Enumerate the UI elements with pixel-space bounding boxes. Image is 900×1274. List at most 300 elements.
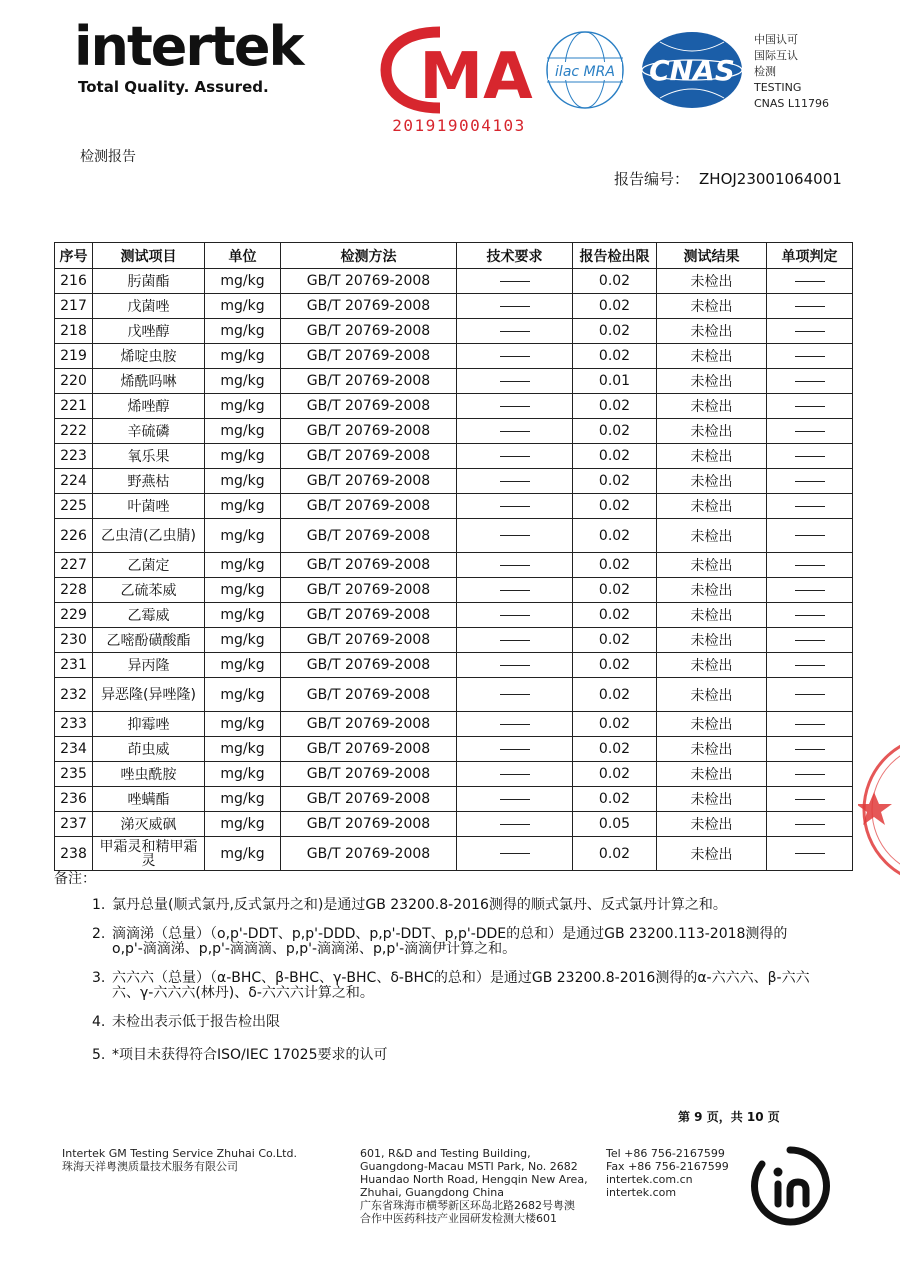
dash-mark <box>500 724 530 725</box>
cell-result: 未检出 <box>657 653 767 678</box>
cell-seq: 217 <box>55 294 93 319</box>
cell-limit: 0.02 <box>573 519 657 553</box>
cell-unit: mg/kg <box>205 469 281 494</box>
dash-mark <box>500 406 530 407</box>
cell-result: 未检出 <box>657 787 767 812</box>
page-number: 第 9 页，共 10 页 <box>678 1110 780 1124</box>
note-number: 4. <box>92 1014 106 1030</box>
cell-seq: 216 <box>55 269 93 294</box>
table-row <box>55 812 853 837</box>
note-number: 1. <box>92 897 106 913</box>
cell-result: 未检出 <box>657 837 767 871</box>
column-header: 技术要求 <box>457 243 573 269</box>
note-number: 5. <box>92 1047 106 1063</box>
dash-mark <box>500 824 530 825</box>
cell-requirement <box>457 394 573 419</box>
dash-mark <box>500 590 530 591</box>
dash-mark <box>795 665 825 666</box>
footer-line: Intertek GM Testing Service Zhuhai Co.Ltd. <box>62 1147 297 1160</box>
report-number <box>614 168 842 189</box>
table-row <box>55 394 853 419</box>
cell-limit: 0.02 <box>573 419 657 444</box>
cell-item: 乙嘧酚磺酸酯 <box>93 628 205 653</box>
dash-mark <box>795 281 825 282</box>
cell-unit: mg/kg <box>205 519 281 553</box>
cell-seq: 219 <box>55 344 93 369</box>
cell-limit: 0.02 <box>573 394 657 419</box>
note-text: 氯丹总量(顺式氯丹,反式氯丹之和)是通过GB 23200.8-2016测得的顺式氯丹、反式氯丹计算之和。 <box>112 897 727 913</box>
cell-limit: 0.02 <box>573 269 657 294</box>
cell-limit: 0.02 <box>573 678 657 712</box>
cell-item: 唑螨酯 <box>93 787 205 812</box>
cell-result: 未检出 <box>657 762 767 787</box>
cell-item: 烯唑醇 <box>93 394 205 419</box>
cell-method: GB/T 20769-2008 <box>281 578 457 603</box>
table-row <box>55 294 853 319</box>
footer-line: 广东省珠海市横琴新区环岛北路2682号粤澳 <box>360 1199 575 1212</box>
cell-seq: 235 <box>55 762 93 787</box>
dash-mark <box>500 853 530 854</box>
cell-item: 乙虫清(乙虫腈) <box>93 519 205 553</box>
dash-mark <box>795 535 825 536</box>
footer-line: intertek.com.cn <box>606 1173 693 1186</box>
dash-mark <box>500 774 530 775</box>
cell-method: GB/T 20769-2008 <box>281 444 457 469</box>
dash-mark <box>795 481 825 482</box>
intertek-logo <box>74 15 303 96</box>
cell-item: 茚虫威 <box>93 737 205 762</box>
column-header: 测试结果 <box>657 243 767 269</box>
footer-line: 珠海天祥粤澳质量技术服务有限公司 <box>62 1160 238 1173</box>
table-row <box>55 628 853 653</box>
note-item <box>92 898 812 913</box>
cell-requirement <box>457 578 573 603</box>
cell-requirement <box>457 603 573 628</box>
cnas-globe-icon <box>640 30 744 110</box>
intertek-in-logo-icon <box>748 1144 832 1232</box>
dash-mark <box>500 506 530 507</box>
cell-seq: 226 <box>55 519 93 553</box>
dash-mark <box>795 774 825 775</box>
cell-method: GB/T 20769-2008 <box>281 394 457 419</box>
cell-method: GB/T 20769-2008 <box>281 294 457 319</box>
cell-seq: 236 <box>55 787 93 812</box>
cell-item: 烯酰吗啉 <box>93 369 205 394</box>
cell-unit: mg/kg <box>205 269 281 294</box>
cell-judgement <box>767 762 853 787</box>
ilac-globe-icon <box>540 28 630 112</box>
dash-mark <box>795 356 825 357</box>
dash-mark <box>500 431 530 432</box>
cell-seq: 228 <box>55 578 93 603</box>
cell-seq: 229 <box>55 603 93 628</box>
cell-item: 野燕枯 <box>93 469 205 494</box>
note-item <box>92 971 812 1001</box>
dash-mark <box>500 640 530 641</box>
dash-mark <box>795 824 825 825</box>
document-title: 检测报告 <box>80 149 136 165</box>
cell-seq: 221 <box>55 394 93 419</box>
cell-limit: 0.01 <box>573 369 657 394</box>
cell-result: 未检出 <box>657 294 767 319</box>
cell-limit: 0.02 <box>573 787 657 812</box>
cell-result: 未检出 <box>657 494 767 519</box>
cell-judgement <box>767 494 853 519</box>
cell-requirement <box>457 494 573 519</box>
column-header: 单位 <box>205 243 281 269</box>
cnas-logo <box>640 30 744 114</box>
column-header: 报告检出限 <box>573 243 657 269</box>
column-header: 检测方法 <box>281 243 457 269</box>
cell-requirement <box>457 678 573 712</box>
report-number-value: ZHOJ23001064001 <box>699 170 842 188</box>
dash-mark <box>795 749 825 750</box>
cell-unit: mg/kg <box>205 319 281 344</box>
cell-judgement <box>767 394 853 419</box>
cell-item: 乙硫苯威 <box>93 578 205 603</box>
cma-number: 201919004103 <box>392 116 526 135</box>
cell-unit: mg/kg <box>205 812 281 837</box>
notes-label: 备注： <box>54 871 96 887</box>
cell-requirement <box>457 762 573 787</box>
cell-seq: 232 <box>55 678 93 712</box>
cell-limit: 0.02 <box>573 737 657 762</box>
cell-item: 辛硫磷 <box>93 419 205 444</box>
dash-mark <box>795 640 825 641</box>
cell-requirement <box>457 737 573 762</box>
table-row <box>55 369 853 394</box>
cell-limit: 0.02 <box>573 628 657 653</box>
cma-letters: MA <box>419 40 533 114</box>
table-body <box>55 269 853 871</box>
logo-word: intertek <box>74 15 303 78</box>
note-text: 滴滴涕（总量）（o,p'-DDT、p,p'-DDD、p,p'-DDT、p,p'-DDE的总和）是通过GB 23200.113-2018测得的o,p'-滴滴涕、p,p'-滴滴滴、p,p'-滴滴涕、p,p'-滴滴伊计算之和。 <box>112 926 788 957</box>
dash-mark <box>795 406 825 407</box>
note-item <box>92 1048 812 1063</box>
cell-judgement <box>767 344 853 369</box>
cell-unit: mg/kg <box>205 344 281 369</box>
table-row <box>55 553 853 578</box>
cell-judgement <box>767 787 853 812</box>
cell-unit: mg/kg <box>205 578 281 603</box>
cell-requirement <box>457 712 573 737</box>
column-header: 测试项目 <box>93 243 205 269</box>
cell-judgement <box>767 603 853 628</box>
cell-requirement <box>457 812 573 837</box>
cell-result: 未检出 <box>657 319 767 344</box>
cell-judgement <box>767 678 853 712</box>
dash-mark <box>500 481 530 482</box>
cell-requirement <box>457 787 573 812</box>
column-header: 单项判定 <box>767 243 853 269</box>
cell-method: GB/T 20769-2008 <box>281 712 457 737</box>
dash-mark <box>500 694 530 695</box>
dash-mark <box>795 853 825 854</box>
cnas-line: 国际互认 <box>754 49 798 62</box>
dash-mark <box>795 506 825 507</box>
dash-mark <box>795 799 825 800</box>
table-row <box>55 469 853 494</box>
cell-judgement <box>767 444 853 469</box>
cell-unit: mg/kg <box>205 444 281 469</box>
cell-requirement <box>457 419 573 444</box>
cell-method: GB/T 20769-2008 <box>281 678 457 712</box>
cell-judgement <box>767 469 853 494</box>
footer-address <box>360 1147 588 1225</box>
cell-result: 未检出 <box>657 519 767 553</box>
table-row <box>55 519 853 553</box>
cell-requirement <box>457 369 573 394</box>
cnas-line: 检测 <box>754 65 776 78</box>
cell-result: 未检出 <box>657 737 767 762</box>
table-row <box>55 603 853 628</box>
cell-seq: 225 <box>55 494 93 519</box>
cma-logo-icon <box>380 26 538 114</box>
table-row <box>55 837 853 871</box>
footer-contact <box>606 1147 729 1199</box>
ilac-text: ilac MRA <box>555 64 615 80</box>
cell-item: 唑虫酰胺 <box>93 762 205 787</box>
cell-requirement <box>457 653 573 678</box>
cell-method: GB/T 20769-2008 <box>281 837 457 871</box>
cell-seq: 234 <box>55 737 93 762</box>
cell-method: GB/T 20769-2008 <box>281 269 457 294</box>
cell-result: 未检出 <box>657 344 767 369</box>
note-text: 未检出表示低于报告检出限 <box>112 1014 280 1030</box>
note-number: 2. <box>92 926 106 942</box>
cell-item: 叶菌唑 <box>93 494 205 519</box>
cell-method: GB/T 20769-2008 <box>281 519 457 553</box>
cell-limit: 0.02 <box>573 553 657 578</box>
cell-seq: 233 <box>55 712 93 737</box>
cell-requirement <box>457 344 573 369</box>
cell-limit: 0.02 <box>573 578 657 603</box>
cell-seq: 231 <box>55 653 93 678</box>
dash-mark <box>795 565 825 566</box>
note-text: *项目未获得符合ISO/IEC 17025要求的认可 <box>112 1047 388 1063</box>
cell-limit: 0.02 <box>573 837 657 871</box>
table-row <box>55 494 853 519</box>
cell-unit: mg/kg <box>205 394 281 419</box>
notes-list <box>92 898 812 1081</box>
dash-mark <box>500 615 530 616</box>
cell-requirement <box>457 319 573 344</box>
dash-mark <box>795 694 825 695</box>
dash-mark <box>795 381 825 382</box>
results-table <box>54 242 853 871</box>
cell-method: GB/T 20769-2008 <box>281 319 457 344</box>
cell-result: 未检出 <box>657 578 767 603</box>
cell-item: 氧乐果 <box>93 444 205 469</box>
table-row <box>55 678 853 712</box>
dash-mark <box>795 456 825 457</box>
cell-limit: 0.02 <box>573 469 657 494</box>
table-row <box>55 269 853 294</box>
cell-unit: mg/kg <box>205 678 281 712</box>
footer-line: intertek.com <box>606 1186 677 1199</box>
cell-seq: 238 <box>55 837 93 871</box>
cell-method: GB/T 20769-2008 <box>281 369 457 394</box>
cell-seq: 230 <box>55 628 93 653</box>
footer-line: 合作中医药科技产业园研发检测大楼601 <box>360 1212 557 1225</box>
dash-mark <box>795 615 825 616</box>
cell-judgement <box>767 628 853 653</box>
cell-method: GB/T 20769-2008 <box>281 653 457 678</box>
cell-unit: mg/kg <box>205 787 281 812</box>
cell-unit: mg/kg <box>205 737 281 762</box>
table-row <box>55 319 853 344</box>
note-text: 六六六（总量）（α-BHC、β-BHC、γ-BHC、δ-BHC的总和）是通过GB 23200.8-2016测得的α-六六六、β-六六六、γ-六六六(林丹)、δ-六六六计算之和。 <box>112 970 810 1001</box>
cell-judgement <box>767 578 853 603</box>
cell-unit: mg/kg <box>205 628 281 653</box>
dash-mark <box>795 331 825 332</box>
cell-item: 戊菌唑 <box>93 294 205 319</box>
cell-result: 未检出 <box>657 419 767 444</box>
cell-result: 未检出 <box>657 469 767 494</box>
ilac-mra-logo <box>540 28 630 116</box>
cell-limit: 0.02 <box>573 444 657 469</box>
logo-tagline: Total Quality. Assured. <box>78 78 269 96</box>
cell-limit: 0.02 <box>573 712 657 737</box>
cell-seq: 218 <box>55 319 93 344</box>
cell-item: 涕灭威砜 <box>93 812 205 837</box>
cell-limit: 0.02 <box>573 294 657 319</box>
cell-result: 未检出 <box>657 369 767 394</box>
report-number-label: 报告编号： <box>614 170 690 188</box>
cell-limit: 0.02 <box>573 653 657 678</box>
cell-unit: mg/kg <box>205 369 281 394</box>
note-item <box>92 927 812 957</box>
cell-method: GB/T 20769-2008 <box>281 737 457 762</box>
cell-unit: mg/kg <box>205 762 281 787</box>
cell-judgement <box>767 653 853 678</box>
dash-mark <box>500 331 530 332</box>
cnas-accreditation-text <box>754 32 829 112</box>
cell-requirement <box>457 469 573 494</box>
cell-method: GB/T 20769-2008 <box>281 812 457 837</box>
cell-method: GB/T 20769-2008 <box>281 628 457 653</box>
cell-judgement <box>767 553 853 578</box>
table-header-row <box>55 243 853 269</box>
cell-judgement <box>767 294 853 319</box>
table-row <box>55 419 853 444</box>
dash-mark <box>500 381 530 382</box>
dash-mark <box>500 565 530 566</box>
cell-method: GB/T 20769-2008 <box>281 553 457 578</box>
cell-result: 未检出 <box>657 678 767 712</box>
cell-judgement <box>767 369 853 394</box>
table-row <box>55 653 853 678</box>
table-row <box>55 444 853 469</box>
cell-limit: 0.02 <box>573 603 657 628</box>
cell-requirement <box>457 628 573 653</box>
cell-limit: 0.05 <box>573 812 657 837</box>
cell-judgement <box>767 712 853 737</box>
cell-seq: 227 <box>55 553 93 578</box>
cell-requirement <box>457 444 573 469</box>
cell-unit: mg/kg <box>205 419 281 444</box>
note-number: 3. <box>92 970 106 986</box>
cell-item: 肟菌酯 <box>93 269 205 294</box>
dash-mark <box>795 590 825 591</box>
cell-result: 未检出 <box>657 628 767 653</box>
cell-judgement <box>767 519 853 553</box>
cell-unit: mg/kg <box>205 653 281 678</box>
cell-judgement <box>767 837 853 871</box>
cell-result: 未检出 <box>657 553 767 578</box>
cell-item: 异恶隆(异唑隆) <box>93 678 205 712</box>
cnas-line: TESTING <box>754 81 802 94</box>
cell-limit: 0.02 <box>573 762 657 787</box>
cell-result: 未检出 <box>657 269 767 294</box>
table-row <box>55 737 853 762</box>
cell-unit: mg/kg <box>205 603 281 628</box>
table-row <box>55 344 853 369</box>
cell-requirement <box>457 294 573 319</box>
cell-judgement <box>767 737 853 762</box>
cell-method: GB/T 20769-2008 <box>281 762 457 787</box>
cell-item: 甲霜灵和精甲霜灵 <box>93 837 205 871</box>
cell-item: 异丙隆 <box>93 653 205 678</box>
cell-limit: 0.02 <box>573 344 657 369</box>
cell-item: 烯啶虫胺 <box>93 344 205 369</box>
dash-mark <box>500 356 530 357</box>
cell-unit: mg/kg <box>205 494 281 519</box>
cell-limit: 0.02 <box>573 319 657 344</box>
cell-method: GB/T 20769-2008 <box>281 344 457 369</box>
official-seal-icon <box>858 730 900 894</box>
dash-mark <box>500 749 530 750</box>
cell-requirement <box>457 269 573 294</box>
footer-line: Fax +86 756-2167599 <box>606 1160 729 1173</box>
cell-seq: 220 <box>55 369 93 394</box>
table-row <box>55 787 853 812</box>
cell-result: 未检出 <box>657 812 767 837</box>
cell-seq: 222 <box>55 419 93 444</box>
dash-mark <box>795 431 825 432</box>
footer-line: Tel +86 756-2167599 <box>606 1147 725 1160</box>
dash-mark <box>500 535 530 536</box>
table-row <box>55 712 853 737</box>
cell-judgement <box>767 419 853 444</box>
dash-mark <box>500 456 530 457</box>
cnas-line: CNAS L11796 <box>754 97 830 110</box>
cell-seq: 224 <box>55 469 93 494</box>
cell-requirement <box>457 837 573 871</box>
cell-result: 未检出 <box>657 444 767 469</box>
cell-method: GB/T 20769-2008 <box>281 603 457 628</box>
dash-mark <box>500 281 530 282</box>
cell-unit: mg/kg <box>205 294 281 319</box>
cell-unit: mg/kg <box>205 712 281 737</box>
footer-line: 601, R&D and Testing Building, <box>360 1147 531 1160</box>
cma-mark <box>380 26 538 135</box>
dash-mark <box>795 724 825 725</box>
dash-mark <box>500 799 530 800</box>
table-row <box>55 762 853 787</box>
footer-line: Guangdong-Macau MSTI Park, No. 2682 <box>360 1160 578 1173</box>
cnas-letters: CNAS <box>649 54 735 87</box>
cell-item: 乙霉威 <box>93 603 205 628</box>
cell-result: 未检出 <box>657 712 767 737</box>
footer-line: Huandao North Road, Hengqin New Area, <box>360 1173 588 1186</box>
cell-judgement <box>767 269 853 294</box>
cell-method: GB/T 20769-2008 <box>281 494 457 519</box>
cell-judgement <box>767 319 853 344</box>
cell-item: 乙菌定 <box>93 553 205 578</box>
cell-method: GB/T 20769-2008 <box>281 787 457 812</box>
cell-seq: 223 <box>55 444 93 469</box>
